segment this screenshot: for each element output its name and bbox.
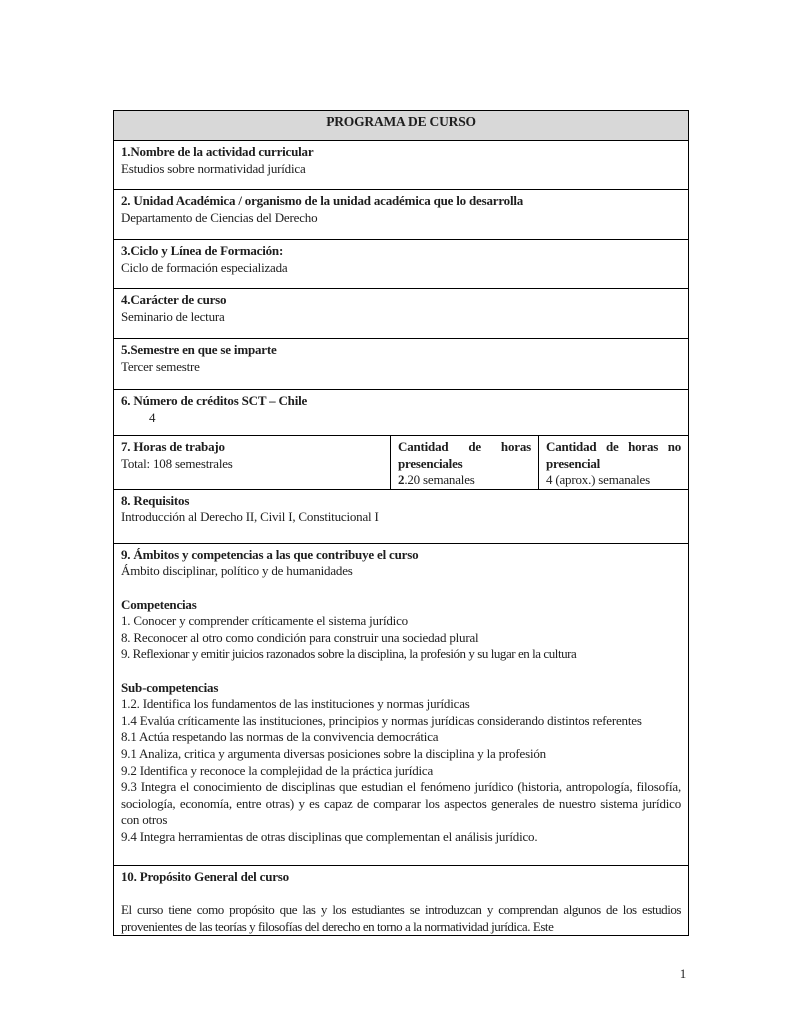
- table-row: [114, 289, 689, 339]
- row-proposito-general: [114, 865, 689, 935]
- table-row: [114, 190, 689, 240]
- field-label: 10. Propósito General del curso: [121, 868, 289, 884]
- hours-value-bold: 2: [398, 472, 405, 488]
- row-ciclo-linea-formacion: [114, 240, 689, 289]
- row-nombre-actividad: [114, 141, 689, 190]
- field-label: 2. Unidad Académica / organismo de la unidad académica que lo desarrolla: [121, 193, 524, 208]
- blank-line: [121, 580, 681, 597]
- field-label: 3.Ciclo y Línea de Formación:: [121, 243, 284, 258]
- cell-horas-trabajo: [114, 436, 391, 490]
- field-label: 4.Carácter de curso: [121, 292, 227, 307]
- subcompetencias-heading: Sub-competencias: [121, 679, 219, 695]
- field-value: Ciclo de formación especializada: [121, 259, 288, 275]
- field-value: Estudios sobre normatividad jurídica: [121, 160, 306, 176]
- table-row: [114, 240, 689, 289]
- field-label: 1.Nombre de la actividad curricular: [121, 144, 314, 159]
- table-row: [114, 489, 689, 543]
- subcompetencia-item: 8.1 Actúa respetando las normas de la convivencia democrática: [121, 729, 439, 745]
- table-row: [114, 141, 689, 190]
- blank-line: [121, 885, 681, 902]
- subcompetencia-item: 9.1 Analiza, critica y argumenta diversas posiciones sobre la disciplina y la profesión: [121, 745, 546, 761]
- field-value: Departamento de Ciencias del Derecho: [121, 209, 318, 225]
- table-row: [114, 339, 689, 390]
- subcompetencia-item: 9.2 Identifica y reconoce la complejidad de la práctica jurídica: [121, 762, 434, 778]
- field-label: 8. Requisitos: [121, 492, 190, 508]
- subcompetencia-item: 1.2. Identifica los fundamentos de las instituciones y normas jurídicas: [121, 696, 470, 712]
- table-row: [114, 543, 689, 865]
- subcompetencia-item: 9.4 Integra herramientas de otras disciplinas que complementan el análisis jurídico.: [121, 828, 538, 844]
- table-row: [114, 111, 689, 141]
- cell-horas-presenciales: [391, 436, 539, 490]
- field-value: [398, 472, 531, 489]
- subcompetencia-item: 1.4 Evalúa críticamente las instituciones, principios y normas jurídicas considerando distintos referentes: [121, 712, 642, 728]
- field-value: Total: 108 semestrales: [121, 455, 233, 471]
- competencia-item: 9. Reflexionar y emitir juicios razonados sobre la disciplina, la profesión y su lugar en la cultura: [121, 646, 577, 662]
- row-requisitos: [114, 489, 689, 543]
- blank-line: [121, 663, 681, 680]
- row-caracter-curso: [114, 289, 689, 339]
- row-ambitos-competencias: [114, 543, 689, 865]
- row-creditos-sct: [114, 390, 689, 436]
- competencias-heading: Competencias: [121, 596, 197, 612]
- course-program-table: [113, 110, 689, 936]
- table-row: [114, 865, 689, 935]
- proposito-paragraph: El curso tiene como propósito que las y los estudiantes se introduzcan y comprendan algunos de los estudios provenientes de las teorías y filosofías del derecho en torno a la normatividad jurídica. Este: [121, 901, 682, 934]
- field-value: Tercer semestre: [121, 358, 200, 374]
- field-label: 5.Semestre en que se imparte: [121, 342, 277, 357]
- cell-horas-no-presencial: [539, 436, 689, 490]
- table-row: [114, 390, 689, 436]
- table-title: PROGRAMA DE CURSO: [114, 111, 689, 141]
- field-label: Cantidad de horas no presencial: [546, 439, 682, 471]
- hours-value-rest: .20 semanales: [404, 472, 475, 488]
- field-label: 9. Ámbitos y competencias a las que contribuye el curso: [121, 546, 419, 562]
- field-value: 4 (aprox.) semanales: [546, 472, 650, 488]
- field-label: 7. Horas de trabajo: [121, 439, 225, 454]
- field-label: 6. Número de créditos SCT – Chile: [121, 393, 308, 408]
- field-value: Introducción al Derecho II, Civil I, Constitucional I: [121, 509, 379, 525]
- row-semestre: [114, 339, 689, 390]
- competencia-item: 8. Reconocer al otro como condición para construir una sociedad plural: [121, 629, 479, 645]
- field-label: Cantidad de horas presenciales: [398, 439, 531, 471]
- table-row: [114, 436, 689, 490]
- subcompetencia-item: 9.3 Integra el conocimiento de disciplinas que estudian el fenómeno jurídico (historia, antropología, filosofía, sociología, economía, entre otras) y es capaz de comparar los aspectos generales de nuestro sistema jurídico con otros: [121, 779, 682, 828]
- competencia-item: 1. Conocer y comprender críticamente el sistema jurídico: [121, 613, 408, 629]
- row-unidad-academica: [114, 190, 689, 240]
- page-number: 1: [679, 966, 687, 981]
- ambito-text: Ámbito disciplinar, político y de humanidades: [121, 563, 353, 579]
- field-value: Seminario de lectura: [121, 308, 225, 324]
- field-value: 4: [149, 409, 156, 425]
